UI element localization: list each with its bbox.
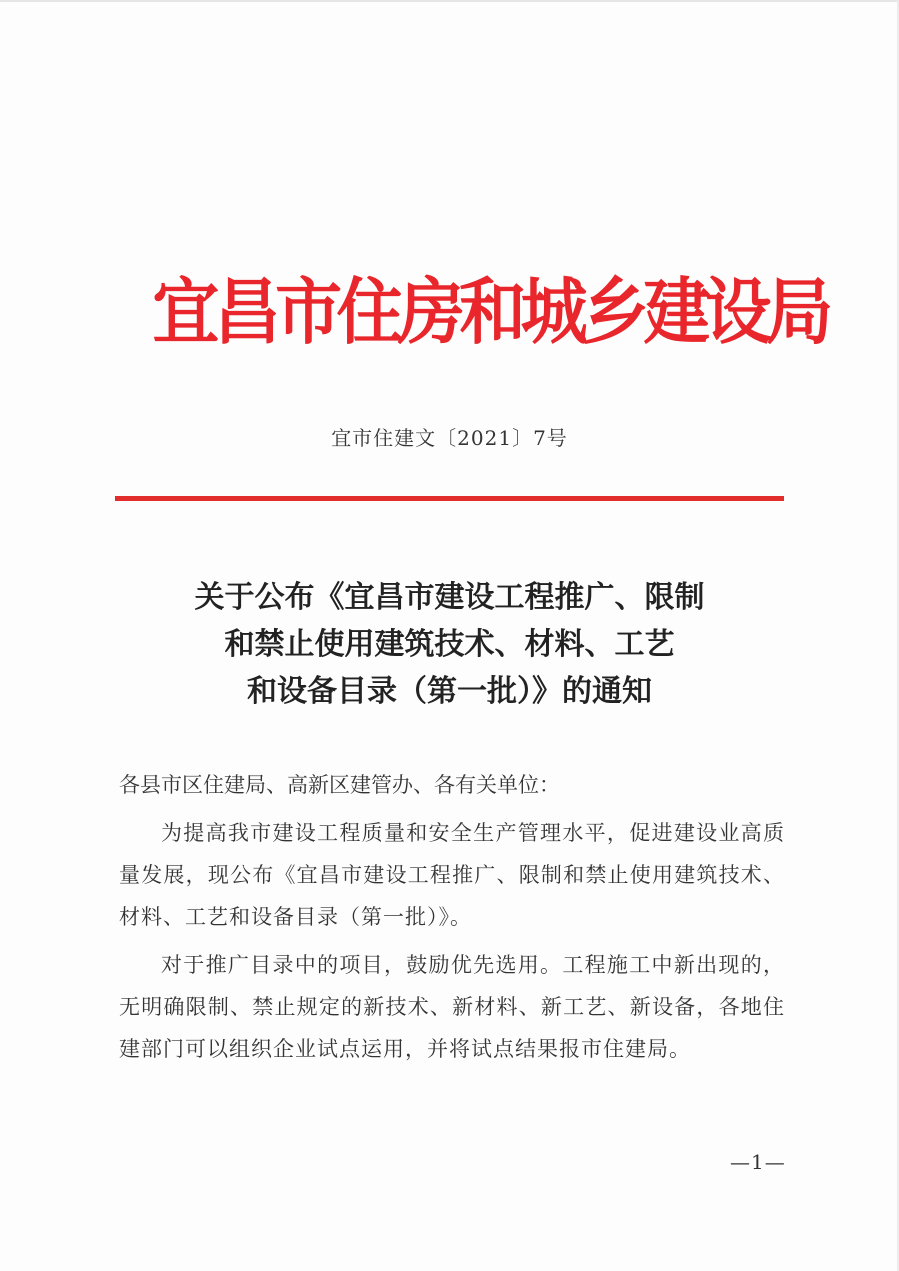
salutation: 各县市区住建局、高新区建管办、各有关单位： <box>119 773 560 797</box>
notice-title <box>0 574 899 715</box>
document-number: 宜市住建文〔2021〕7号 <box>331 426 568 450</box>
notice-title-line-3: 和设备目录（第一批）》的通知 <box>247 674 652 709</box>
notice-title-line-1: 关于公布《宜昌市建设工程推广、限制 <box>194 580 705 615</box>
body-paragraph-1: 为提高我市建设工程质量和安全生产管理水平，促进建设业高质量发展，现公布《宜昌市建设工程推广、限制和禁止使用建筑技术、材料、工艺和设备目录（第一批）》。 <box>119 821 785 929</box>
red-separator-line <box>115 496 784 501</box>
agency-header-title: 宜昌市住房和城乡建设局 <box>152 270 828 354</box>
notice-title-line-2: 和禁止使用建筑技术、材料、工艺 <box>224 627 675 662</box>
page-number: —1— <box>730 1150 786 1174</box>
notice-body <box>119 764 785 1076</box>
scan-edge-top <box>0 0 899 2</box>
body-paragraph-2: 对于推广目录中的项目，鼓励优先选用。工程施工中新出现的，无明确限制、禁止规定的新技术、新材料、新工艺、新设备，各地住建部门可以组织企业试点运用，并将试点结果报市住建局。 <box>119 953 785 1061</box>
